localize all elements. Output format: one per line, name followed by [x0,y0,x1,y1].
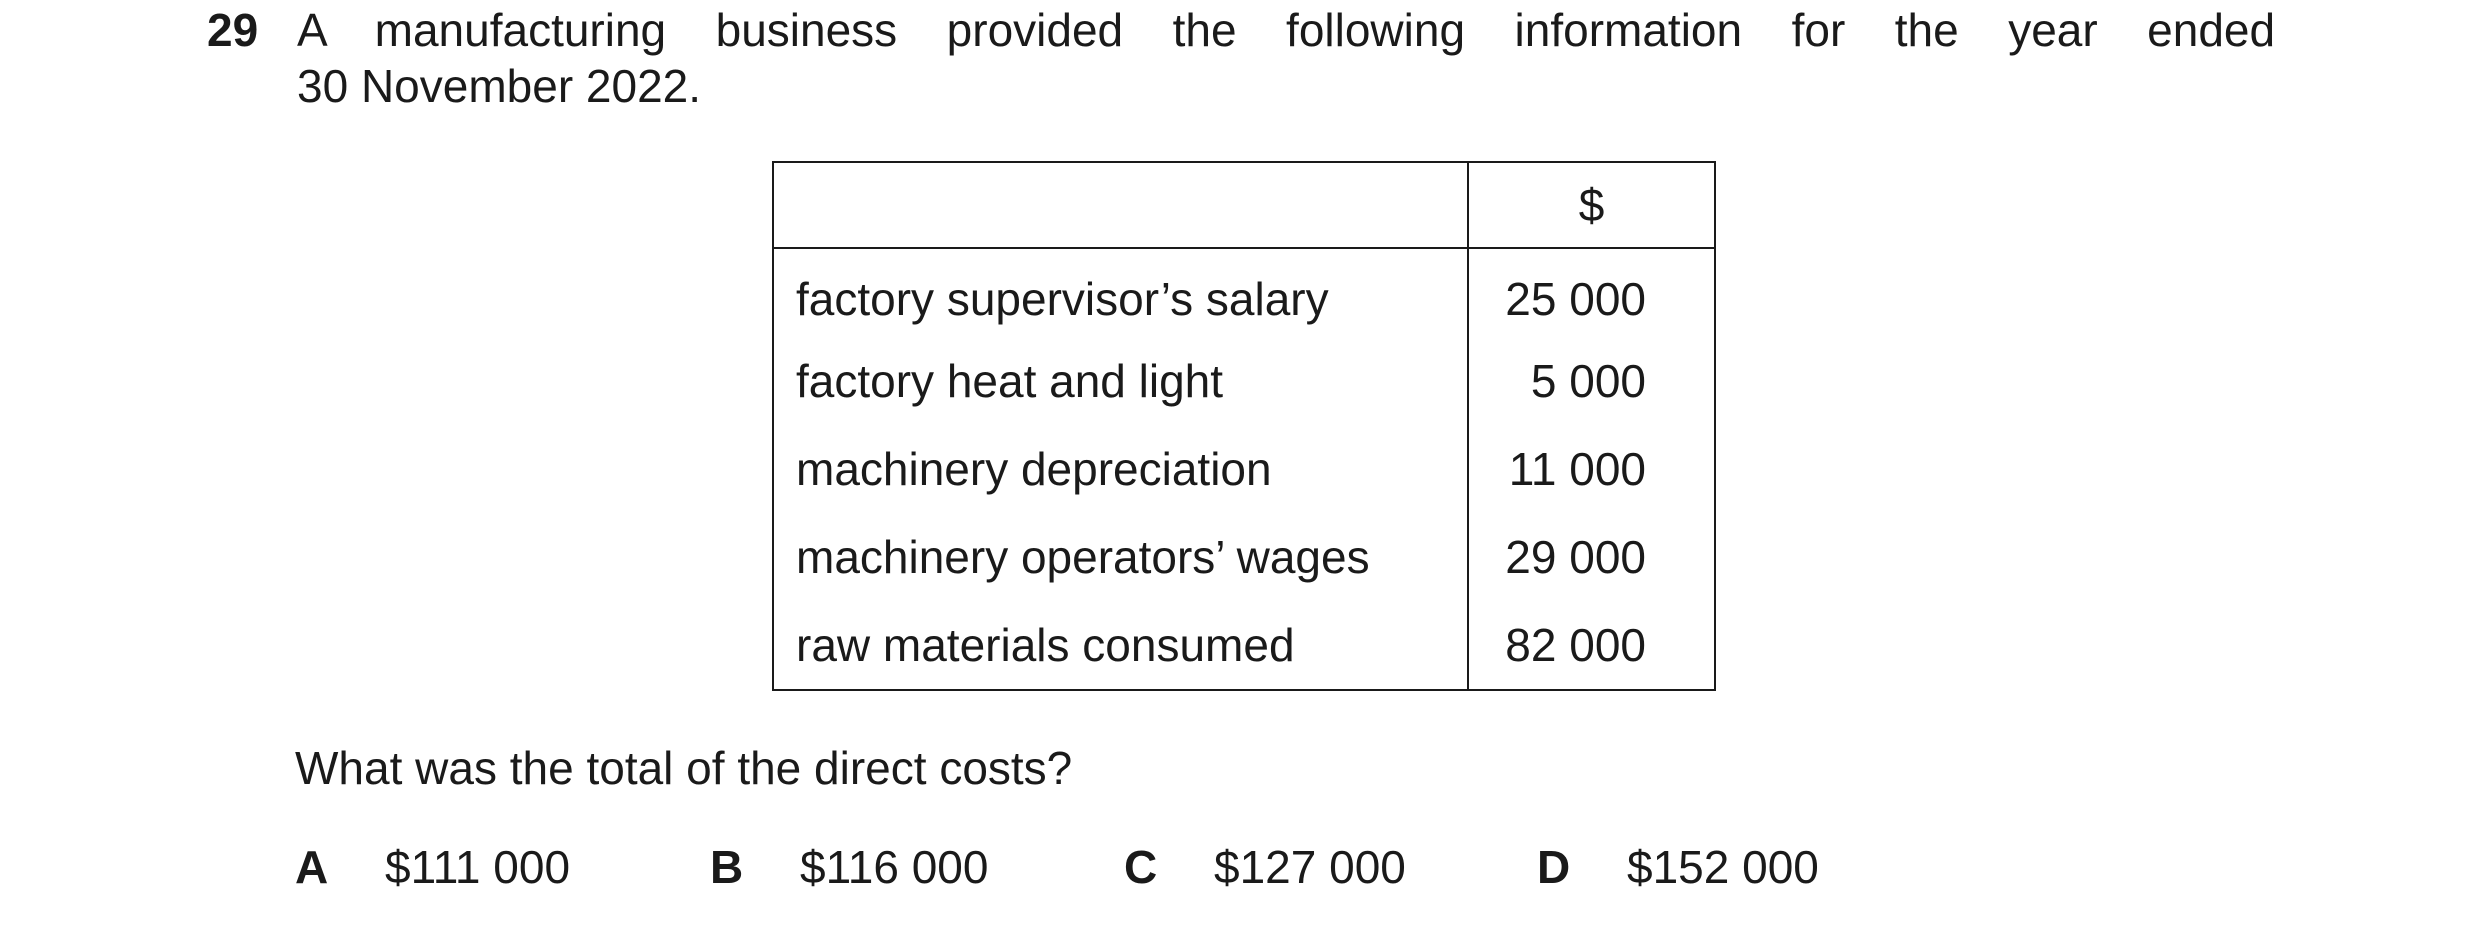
row-amount: 29 000 [1505,531,1646,583]
table-row [773,513,1715,601]
stem-word: provided [946,4,1124,56]
stem-word: the [1172,4,1237,56]
row-amount: 82 000 [1505,619,1646,671]
option-letter: D [1537,841,1571,893]
question-prompt: What was the total of the direct costs? [295,742,1073,794]
table-row [773,248,1715,337]
stem-word: for [1791,4,1846,56]
option-value: $116 000 [800,841,989,893]
stem-line-1 [297,2,2275,58]
row-label: factory heat and light [773,337,1468,425]
row-label: factory supervisor’s salary [773,248,1468,337]
row-amount: 25 000 [1505,273,1646,325]
option-value: $152 000 [1627,841,1819,893]
header-currency: $ [1468,162,1715,248]
header-label-cell [773,162,1468,248]
stem-word: A [297,4,326,56]
row-label: machinery depreciation [773,425,1468,513]
table-row [773,337,1715,425]
cost-table [772,161,1716,691]
option-letter: A [295,841,329,893]
stem-word: information [1514,4,1743,56]
stem-word: manufacturing [374,4,667,56]
stem-word: the [1894,4,1959,56]
option-value: $127 000 [1214,841,1406,893]
question-stem [297,2,2275,114]
row-label: raw materials consumed [773,601,1468,690]
option-letter: C [1124,841,1158,893]
row-amount: 5 000 [1530,355,1646,407]
option-letter: B [710,841,744,893]
table-row [773,425,1715,513]
answer-options [0,837,2480,897]
stem-line-2: 30 November 2022. [297,60,702,112]
row-label: machinery operators’ wages [773,513,1468,601]
stem-word: ended [2147,4,2276,56]
table-header-row [773,162,1715,248]
table-row [773,601,1715,690]
stem-word: year [2008,4,2098,56]
row-amount: 11 000 [1508,443,1646,495]
question-number: 29 [207,4,259,56]
stem-word: following [1286,4,1466,56]
stem-word: business [715,4,898,56]
option-value: $111 000 [385,841,571,893]
